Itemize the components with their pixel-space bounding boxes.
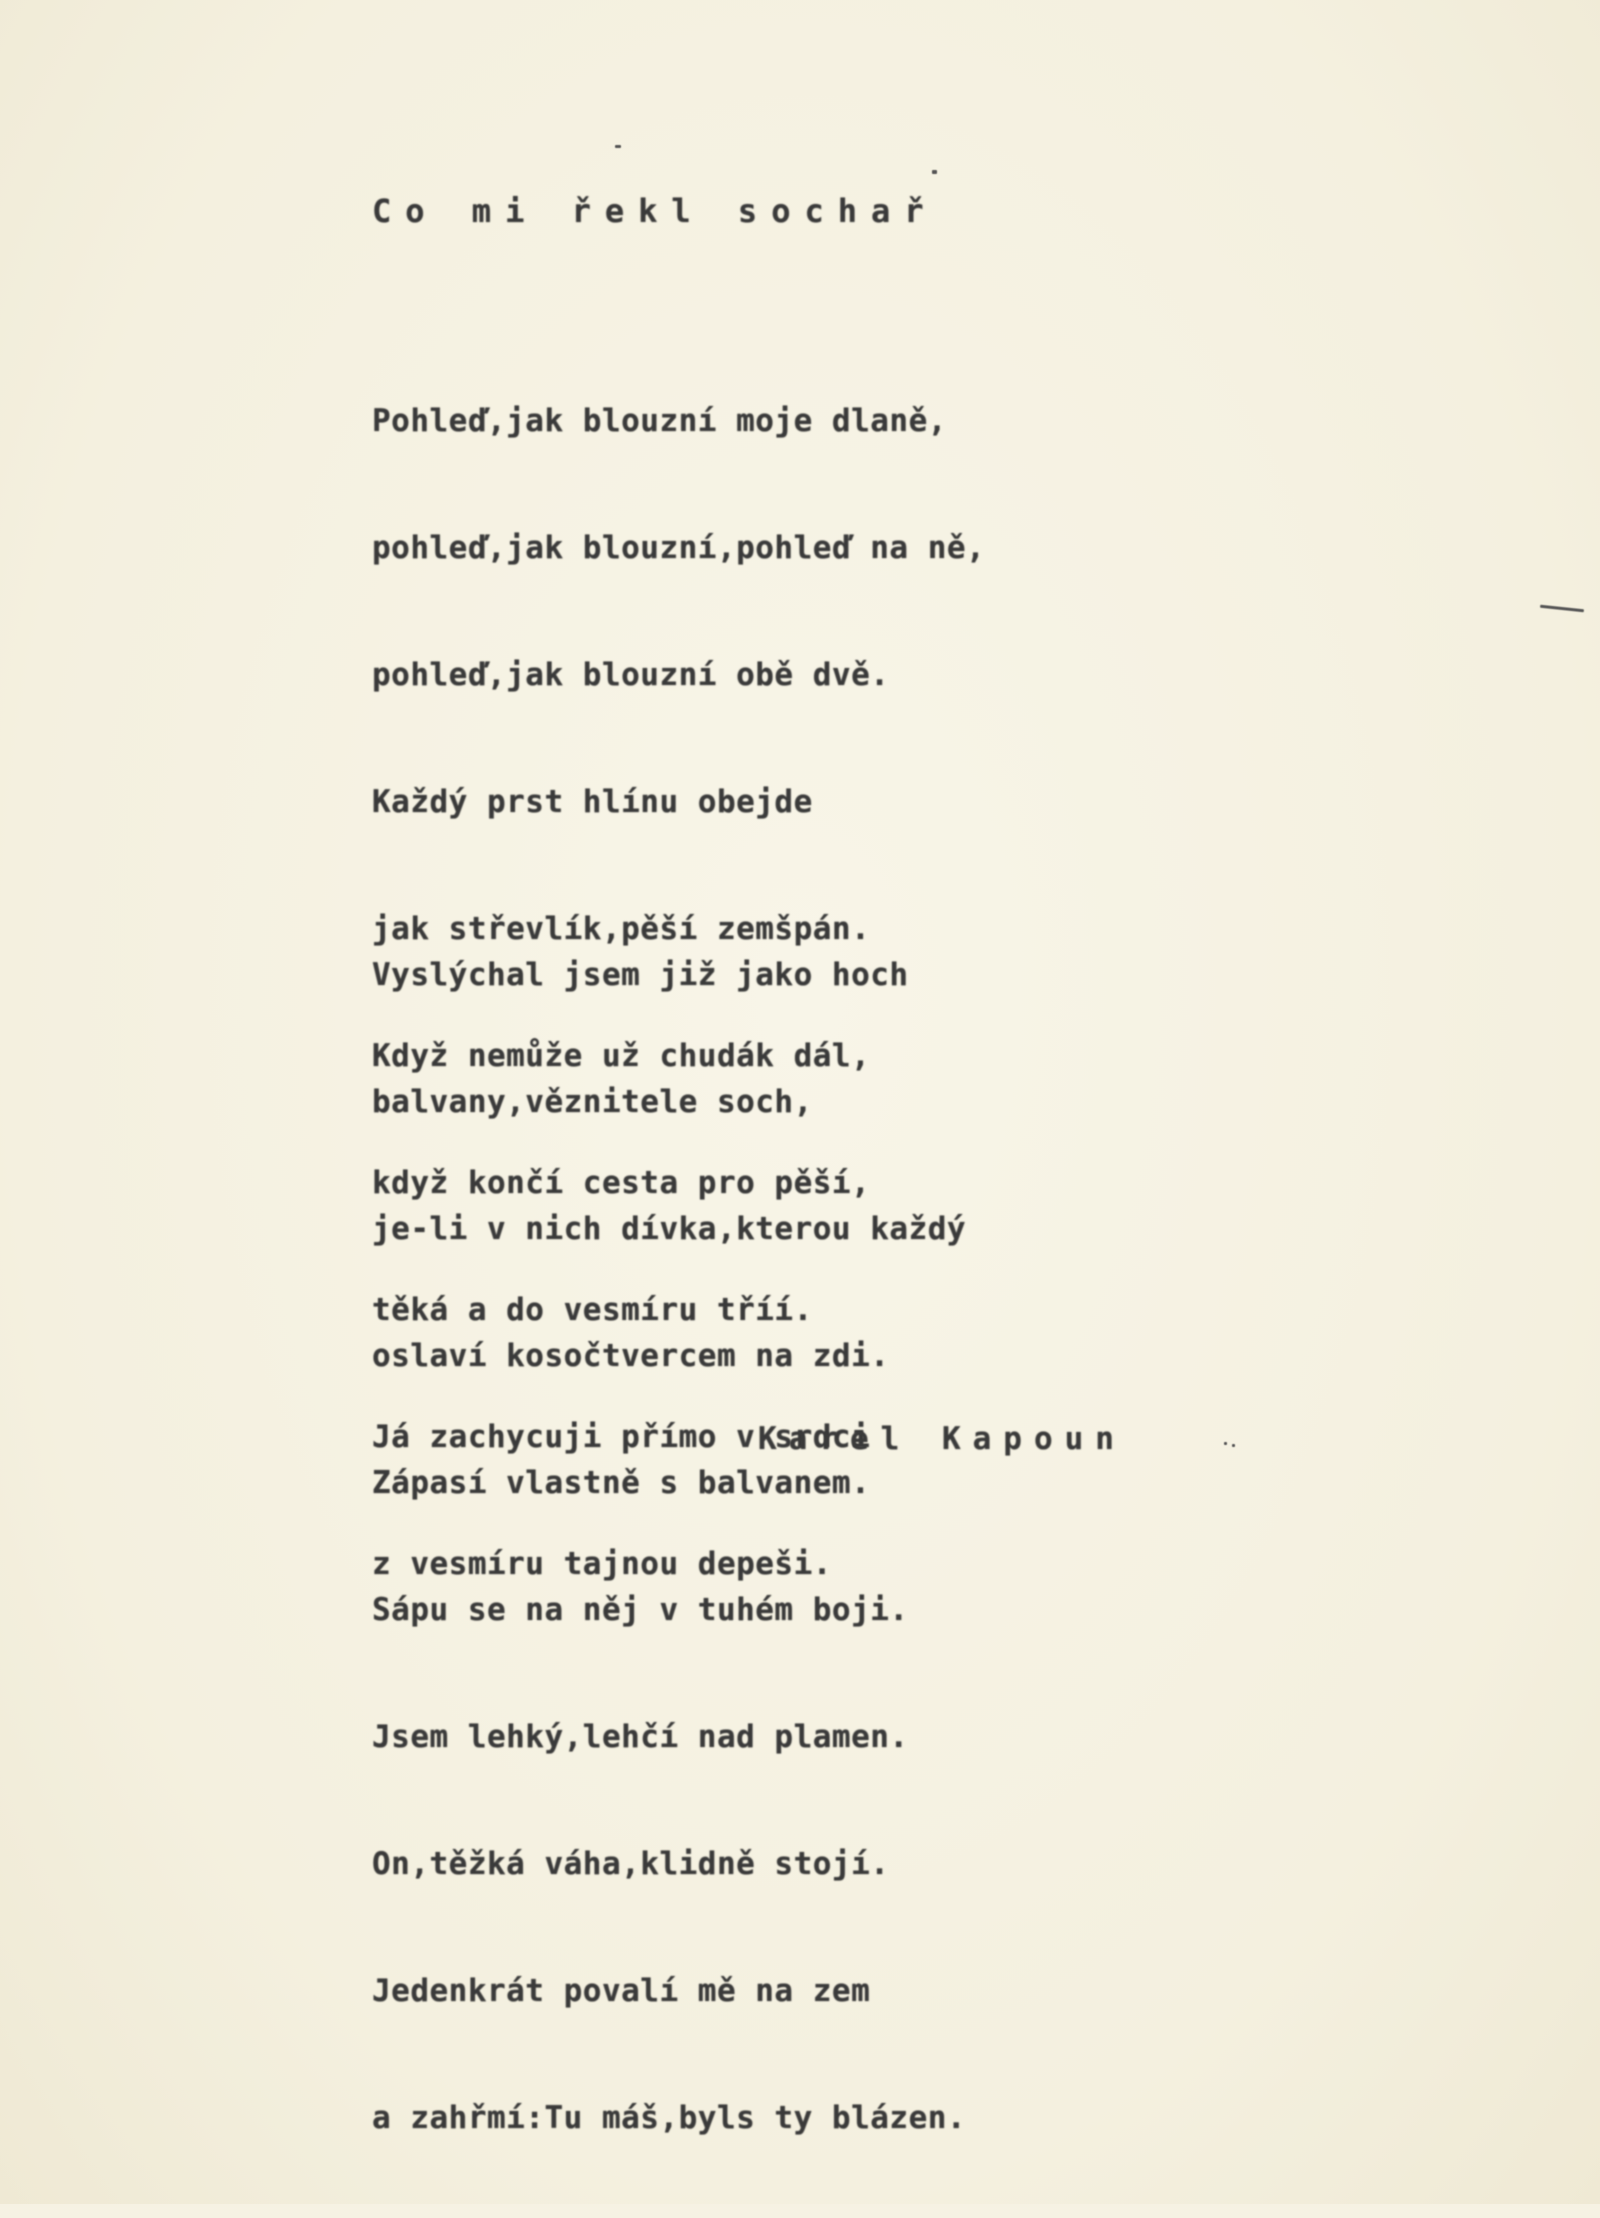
- poem-line: Jsem lehký,lehčí nad plamen.: [372, 1719, 909, 1755]
- poem-line: balvany,věznitele soch,: [372, 1084, 813, 1120]
- poem-line: z vesmíru tajnou depeši.: [372, 1546, 832, 1582]
- poem-line: pohleď,jak blouzní obě dvě.: [372, 657, 890, 693]
- poem-line: Zápasí vlastně s balvanem.: [372, 1465, 871, 1501]
- paper-speck: [1224, 1442, 1227, 1445]
- poem-title: Co mi řekl sochař: [372, 192, 938, 230]
- poem-line: je-li v nich dívka,kterou každý: [372, 1211, 967, 1247]
- poem-line: oslaví kosočtvercem na zdi.: [372, 1338, 890, 1374]
- poem-line: Sápu se na něj v tuhém boji.: [372, 1592, 909, 1628]
- poem-line: jak střevlík,pěší zemšpán.: [372, 911, 871, 947]
- paper-speck: [615, 145, 621, 148]
- paper-speck: [932, 170, 937, 174]
- poem-line: Pohleď,jak blouzní moje dlaně,: [372, 403, 947, 439]
- poem-line: těká a do vesmíru tříí.: [372, 1292, 813, 1328]
- paper-mark: [1540, 605, 1584, 613]
- poem-line: Jedenkrát povalí mě na zem: [372, 1973, 871, 2009]
- poem-line: On,těžká váha,klidně stojí.: [372, 1846, 890, 1882]
- poem-line: Když nemůže už chudák dál,: [372, 1038, 871, 1074]
- poem-line: Vyslýchal jsem již jako hoch: [372, 957, 909, 993]
- poem-line: když končí cesta pro pěší,: [372, 1165, 871, 1201]
- poem-line: pohleď,jak blouzní,pohleď na ně,: [372, 530, 986, 566]
- author-signature: Karel Kapoun: [758, 1421, 1126, 1457]
- poem-line: Já zachycuji přímo v srdci: [372, 1419, 871, 1455]
- poem-line: a zahřmí:Tu máš,byls ty blázen.: [372, 2100, 967, 2136]
- stanza-2: [372, 876, 966, 2218]
- paper-speck: [1232, 1444, 1235, 1447]
- poem-line: Každý prst hlínu obejde: [372, 784, 813, 820]
